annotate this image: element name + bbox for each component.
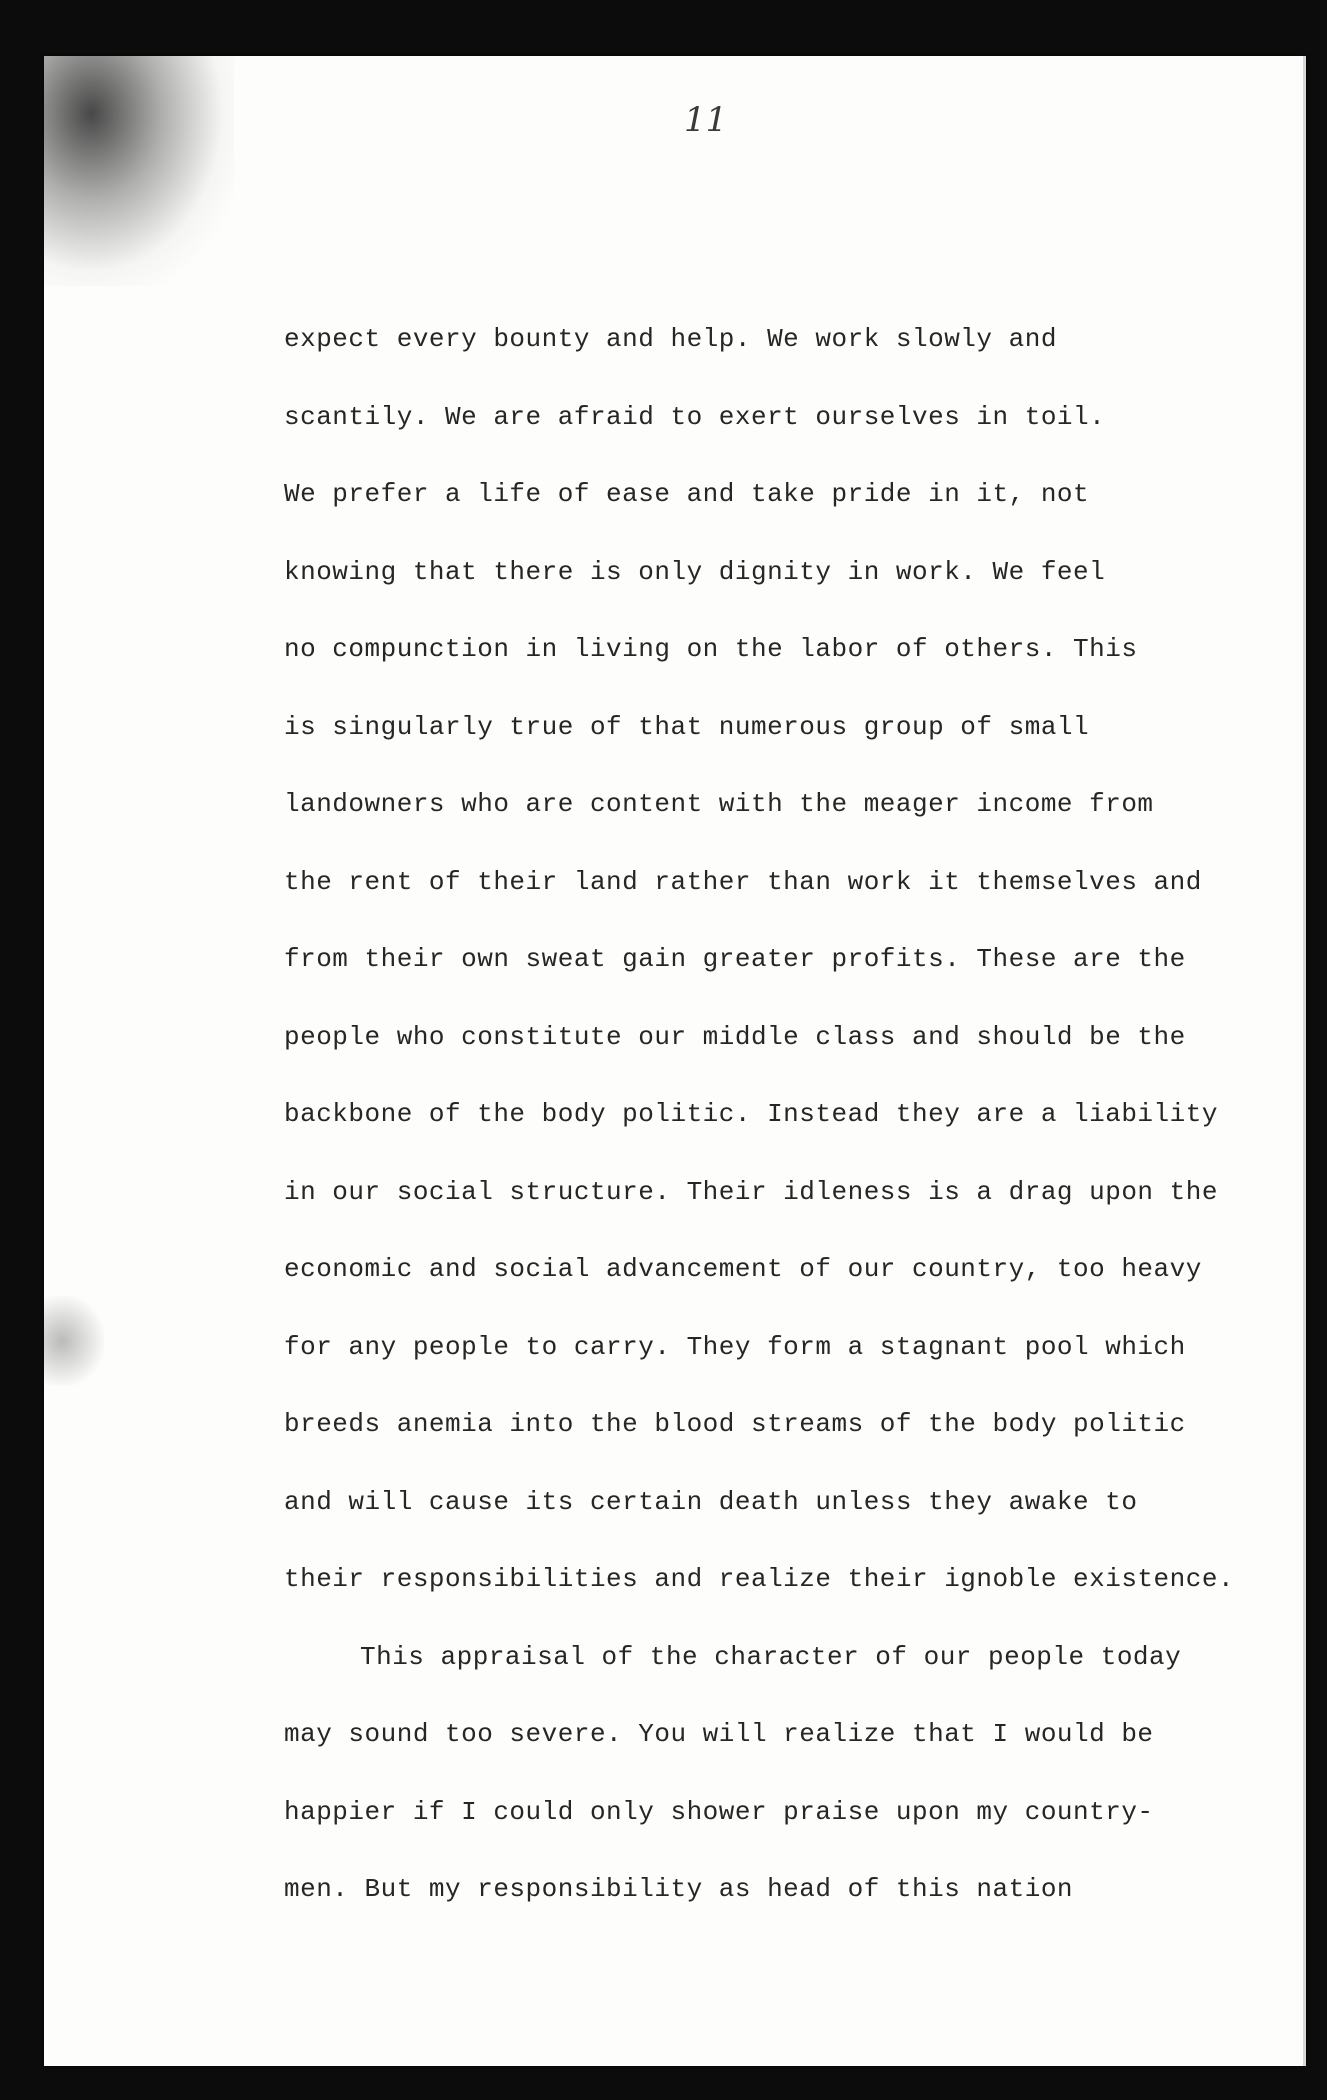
corner-smudge: [44, 56, 234, 286]
text-line: and will cause its certain death unless they awake to: [284, 1486, 1138, 1517]
margin-smudge: [44, 1296, 104, 1386]
text-line: no compunction in living on the labor of others. This: [284, 634, 1138, 664]
body-text: [284, 301, 1244, 1929]
page-edge: [1303, 56, 1306, 2066]
text-line: landowners who are content with the meager income from: [284, 789, 1154, 819]
text-line: We prefer a life of ease and take pride in it, not: [284, 479, 1090, 509]
text-line: people who constitute our middle class and should be the: [284, 1021, 1186, 1052]
text-line: for any people to carry. They form a stagnant pool which: [284, 1331, 1186, 1362]
text-line: economic and social advancement of our country, too heavy: [284, 1254, 1202, 1284]
text-line: backbone of the body politic. Instead they are a liability: [284, 1099, 1218, 1129]
text-line: is singularly true of that numerous group of small: [284, 711, 1090, 742]
text-line: men. But my responsibility as head of this nation: [284, 1874, 1074, 1904]
text-line: expect every bounty and help. We work slowly and: [284, 324, 1057, 354]
text-line: the rent of their land rather than work it themselves and: [284, 866, 1202, 897]
page-number: 11: [684, 100, 728, 140]
text-line: happier if I could only shower praise upon my country-: [284, 1796, 1154, 1827]
text-line: knowing that there is only dignity in work. We feel: [284, 556, 1106, 587]
text-line: from their own sweat gain greater profits. These are the: [284, 944, 1186, 974]
text-line: breeds anemia into the blood streams of the body politic: [284, 1409, 1186, 1439]
text-line: in our social structure. Their idleness is a drag upon the: [284, 1176, 1218, 1207]
text-line: may sound too severe. You will realize that I would be: [284, 1719, 1154, 1749]
paragraph-first-line: This appraisal of the character of our people today: [360, 1641, 1182, 1672]
text-line: scantily. We are afraid to exert ourselves in toil.: [284, 401, 1106, 432]
text-line: their responsibilities and realize their ignoble existence.: [284, 1564, 1235, 1594]
typewritten-page: [44, 56, 1306, 2066]
